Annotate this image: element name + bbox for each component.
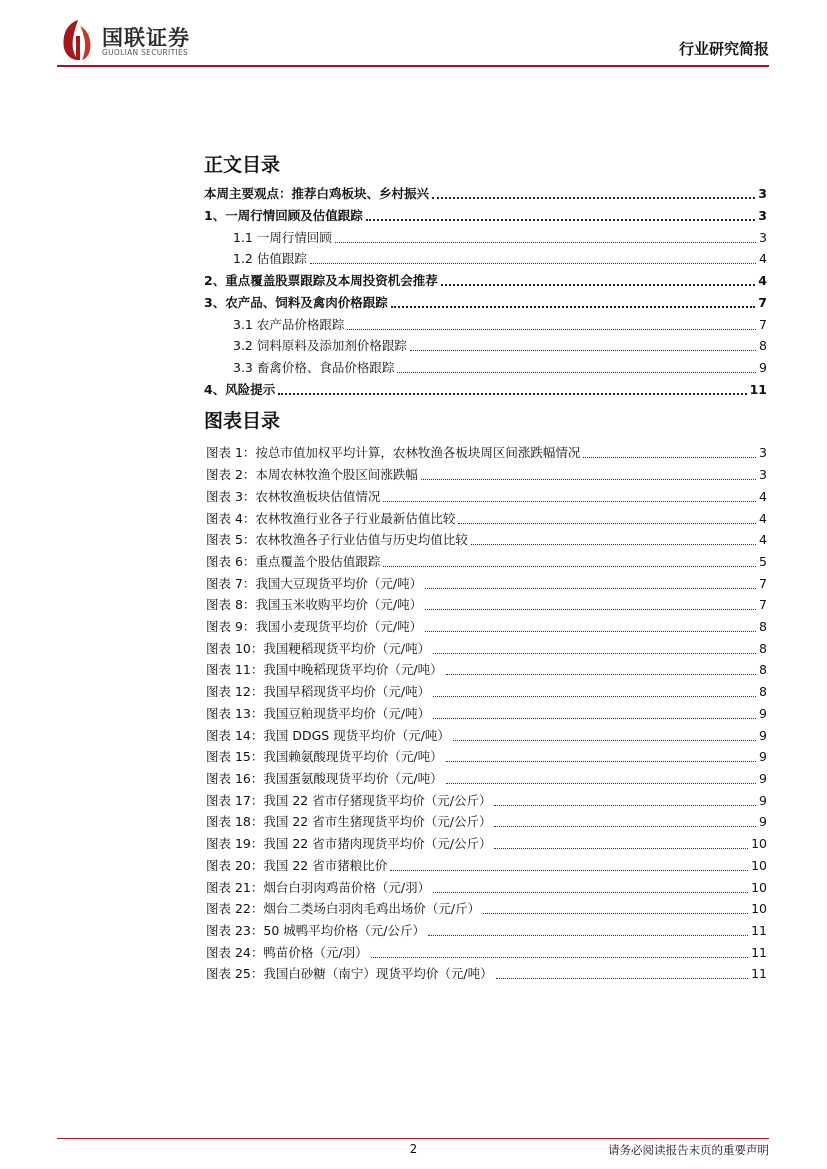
toc-subitem[interactable] (233, 314, 767, 334)
toc-leader (471, 543, 756, 545)
logo-text: 国联证券 (102, 26, 190, 50)
toc-item-label: 1、一周行情回顾及估值跟踪 (204, 208, 363, 223)
figure-item-label: 图表 21：烟台白羽肉鸡苗价格（元/羽） (206, 880, 431, 895)
figure-item[interactable] (206, 703, 767, 723)
page-number: 2 (409, 1142, 418, 1156)
figure-item-label: 图表 2：本周农林牧渔个股区间涨跌幅 (206, 467, 418, 482)
toc-leader (432, 196, 755, 199)
figure-item[interactable] (206, 681, 767, 701)
toc-item-label: 1.1 一周行情回顾 (233, 230, 332, 245)
figure-item-page: 4 (759, 511, 767, 526)
figure-item-label: 图表 20：我国 22 省市猪粮比价 (206, 858, 388, 873)
toc-subitem[interactable] (233, 357, 767, 377)
toc-leader (494, 847, 748, 849)
toc-leader (453, 739, 756, 741)
figure-item-page: 9 (759, 728, 767, 743)
figure-item-page: 9 (759, 771, 767, 786)
toc-item-label: 3.2 饲料原料及添加剂价格跟踪 (233, 338, 407, 353)
toc-item-page: 7 (758, 295, 767, 310)
figure-item-page: 11 (751, 945, 767, 960)
figure-item-page: 11 (751, 966, 767, 981)
toc-item-page: 3 (758, 208, 767, 223)
figure-item[interactable] (206, 725, 767, 745)
figure-item-page: 8 (759, 641, 767, 656)
figure-item-page: 4 (759, 489, 767, 504)
toc-subitem[interactable] (233, 335, 767, 355)
figure-item-label: 图表 4：农林牧渔行业各子行业最新估值比较 (206, 511, 456, 526)
figure-item[interactable] (206, 442, 767, 462)
figure-item[interactable] (206, 486, 767, 506)
toc-leader (383, 500, 756, 502)
toc-leader (371, 956, 749, 958)
figure-item[interactable] (206, 638, 767, 658)
toc-leader (496, 977, 749, 979)
figure-item[interactable] (206, 811, 767, 831)
figure-item-label: 图表 10：我国粳稻现货平均价（元/吨） (206, 641, 431, 656)
figure-item-page: 3 (759, 445, 767, 460)
toc-leader (421, 478, 756, 480)
toc-item-page: 4 (758, 273, 767, 288)
toc-item-label: 2、重点覆盖股票跟踪及本周投资机会推荐 (204, 273, 438, 288)
figure-item-page: 10 (751, 858, 767, 873)
toc-item-label: 4、风险提示 (204, 382, 276, 397)
figure-item-page: 9 (759, 814, 767, 829)
toc-item-label: 1.2 估值跟踪 (233, 251, 307, 266)
figure-item-page: 7 (759, 576, 767, 591)
figure-item-label: 图表 17：我国 22 省市仔猪现货平均价（元/公斤） (206, 793, 492, 808)
figure-item-label: 图表 16：我国蛋氨酸现货平均价（元/吨） (206, 771, 443, 786)
toc-item[interactable] (204, 292, 767, 312)
figure-item-page: 7 (759, 597, 767, 612)
toc-leader (441, 283, 756, 286)
figure-item[interactable] (206, 790, 767, 810)
toc-leader (347, 328, 756, 330)
figure-item-label: 图表 8：我国玉米收购平均价（元/吨） (206, 597, 423, 612)
figure-item-label: 图表 15：我国赖氨酸现货平均价（元/吨） (206, 749, 443, 764)
toc-item-page: 3 (759, 230, 767, 245)
figure-item-label: 图表 7：我国大豆现货平均价（元/吨） (206, 576, 423, 591)
toc-item[interactable] (204, 379, 767, 399)
figure-item-label: 图表 5：农林牧渔各子行业估值与历史均值比较 (206, 532, 468, 547)
header-divider (57, 65, 769, 67)
figure-item-page: 8 (759, 684, 767, 699)
toc-leader (335, 241, 756, 243)
toc-leader (433, 891, 748, 893)
figure-item-label: 图表 25：我国白砂糖（南宁）现货平均价（元/吨） (206, 966, 493, 981)
figure-item-page: 9 (759, 793, 767, 808)
figure-item-label: 图表 24：鸭苗价格（元/羽） (206, 945, 368, 960)
toc-item[interactable] (204, 183, 767, 203)
toc-item[interactable] (204, 205, 767, 225)
logo-mark-icon (60, 18, 96, 62)
figure-item-label: 图表 13：我国豆粕现货平均价（元/吨） (206, 706, 431, 721)
toc-subitem[interactable] (233, 248, 767, 268)
figure-item[interactable] (206, 464, 767, 484)
figure-item-label: 图表 1：按总市值加权平均计算，农林牧渔各板块周区间涨跌幅情况 (206, 445, 581, 460)
figure-item-label: 图表 14：我国 DDGS 现货平均价（元/吨） (206, 728, 450, 743)
toc-item-page: 11 (749, 382, 767, 397)
figure-item[interactable] (206, 573, 767, 593)
figure-item[interactable] (206, 508, 767, 528)
figure-item-page: 9 (759, 706, 767, 721)
toc-leader (397, 371, 756, 373)
toc-leader (391, 305, 756, 308)
figure-item-page: 5 (759, 554, 767, 569)
toc-leader (433, 652, 756, 654)
figure-item-page: 10 (751, 880, 767, 895)
figure-item[interactable] (206, 855, 767, 875)
page-header (0, 0, 827, 70)
figure-item-label: 图表 22：烟台二类场白羽肉毛鸡出场价（元/斤） (206, 901, 481, 916)
toc-leader (446, 760, 756, 762)
figure-item[interactable] (206, 746, 767, 766)
toc-item-page: 7 (759, 317, 767, 332)
toc-item-label: 3.3 畜禽价格、食品价格跟踪 (233, 360, 395, 375)
figure-item-page: 8 (759, 662, 767, 677)
toc-item-page: 8 (759, 338, 767, 353)
figure-item-label: 图表 12：我国早稻现货平均价（元/吨） (206, 684, 431, 699)
toc-item-label: 本周主要观点：推荐白鸡板块、乡村振兴 (204, 186, 430, 201)
toc-leader (366, 218, 756, 221)
toc-leader (446, 673, 756, 675)
figure-item[interactable] (206, 942, 767, 962)
figure-item-page: 8 (759, 619, 767, 634)
figure-item-page: 11 (751, 923, 767, 938)
toc-leader (425, 608, 756, 610)
toc-leader (458, 522, 756, 524)
figure-item-label: 图表 23：50 城鸭平均价格（元/公斤） (206, 923, 425, 938)
toc-item-label: 3、农产品、饲料及禽肉价格跟踪 (204, 295, 388, 310)
toc-leader (410, 349, 756, 351)
figure-item[interactable] (206, 833, 767, 853)
toc-leader (390, 869, 748, 871)
toc-leader (310, 262, 756, 264)
figures-title: 图表目录 (204, 410, 281, 432)
figure-item-label: 图表 3：农林牧渔板块估值情况 (206, 489, 381, 504)
figure-item-page: 10 (751, 836, 767, 851)
toc-leader (428, 934, 748, 936)
figure-item-page: 10 (751, 901, 767, 916)
figure-item-page: 3 (759, 467, 767, 482)
toc-leader (425, 587, 756, 589)
toc-leader (483, 912, 748, 914)
figure-item-label: 图表 18：我国 22 省市生猪现货平均价（元/公斤） (206, 814, 492, 829)
logo-subtitle: GUOLIAN SECURITIES (102, 48, 189, 57)
figure-item[interactable] (206, 659, 767, 679)
toc-leader (425, 630, 756, 632)
figure-item[interactable] (206, 768, 767, 788)
toc-leader (278, 392, 746, 395)
company-logo (60, 18, 220, 62)
footer-divider (57, 1138, 769, 1139)
figure-item[interactable] (206, 551, 767, 571)
figure-item-label: 图表 6：重点覆盖个股估值跟踪 (206, 554, 381, 569)
figure-item[interactable] (206, 963, 767, 983)
figure-item[interactable] (206, 920, 767, 940)
toc-leader (433, 695, 756, 697)
figure-item[interactable] (206, 529, 767, 549)
toc-item-label: 3.1 农产品价格跟踪 (233, 317, 345, 332)
figure-item[interactable] (206, 877, 767, 897)
footer-disclaimer: 请务必阅读报告末页的重要声明 (608, 1143, 769, 1157)
figure-item[interactable] (206, 898, 767, 918)
figure-item-label: 图表 9：我国小麦现货平均价（元/吨） (206, 619, 423, 634)
toc-subitem[interactable] (233, 227, 767, 247)
figure-item-page: 4 (759, 532, 767, 547)
toc-leader (494, 804, 756, 806)
figure-item-label: 图表 11：我国中晚稻现货平均价（元/吨） (206, 662, 443, 677)
toc-leader (494, 825, 756, 827)
toc-leader (446, 782, 756, 784)
toc-item-page: 3 (758, 186, 767, 201)
toc-leader (433, 717, 756, 719)
figure-item-page: 9 (759, 749, 767, 764)
toc-item[interactable] (204, 270, 767, 290)
toc-leader (383, 565, 756, 567)
figure-item-label: 图表 19：我国 22 省市猪肉现货平均价（元/公斤） (206, 836, 492, 851)
toc-item-page: 4 (759, 251, 767, 266)
figure-item[interactable] (206, 594, 767, 614)
toc-title: 正文目录 (204, 154, 281, 176)
figure-item[interactable] (206, 616, 767, 636)
toc-item-page: 9 (759, 360, 767, 375)
document-type: 行业研究简报 (678, 40, 769, 58)
toc-leader (583, 456, 756, 458)
